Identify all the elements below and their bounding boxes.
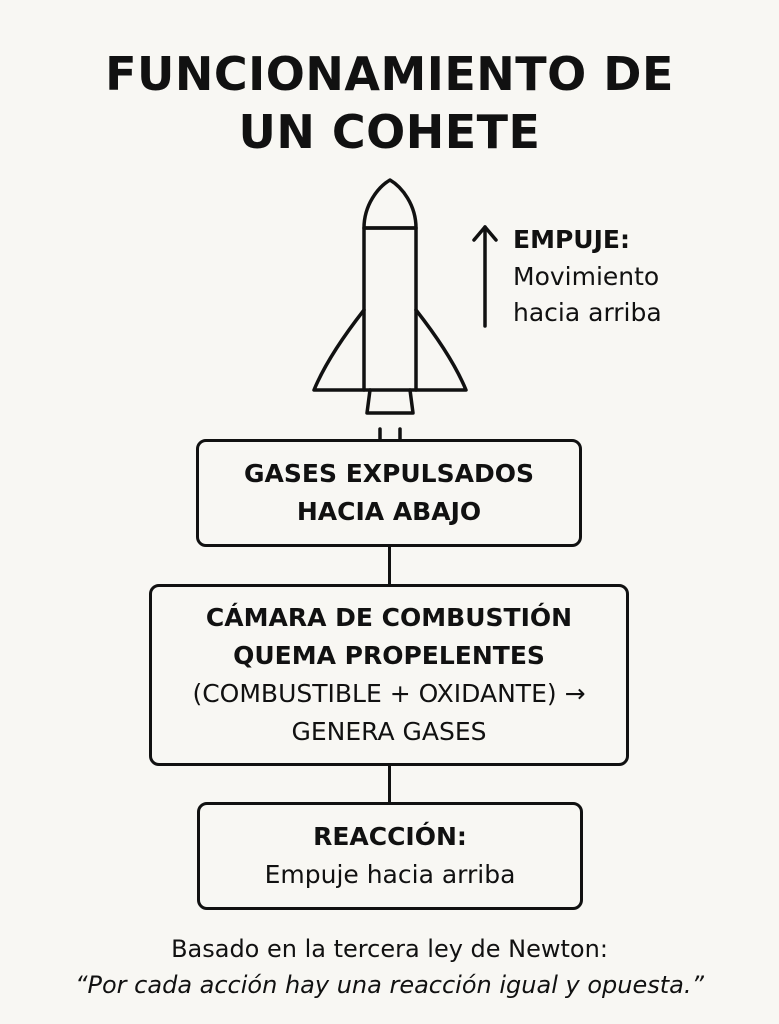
gases-box — [196, 439, 582, 547]
reaccion-description: Empuje hacia arriba — [264, 860, 516, 889]
reaccion-label: REACCIÓN: — [313, 822, 467, 851]
camara-line-2: QUEMA PROPELENTES — [233, 641, 545, 670]
footer-caption: Basado en la tercera ley de Newton: — [171, 935, 608, 963]
gases-line-2: HACIA ABAJO — [296, 497, 482, 526]
combustion-chamber-box — [149, 584, 629, 766]
thrust-description — [513, 259, 662, 331]
connector-camara-reaccion — [388, 766, 391, 802]
gases-line-1: GASES EXPULSADOS — [244, 459, 534, 488]
rocket-icon — [300, 175, 480, 445]
thrust-description-line-2: hacia arriba — [513, 298, 662, 327]
arrow-up-icon — [470, 222, 500, 330]
page-title-line-1: FUNCIONAMIENTO DE — [105, 47, 674, 101]
connector-gases-camara — [388, 547, 391, 584]
camara-line-4: GENERA GASES — [291, 717, 487, 746]
reaction-box — [197, 802, 583, 910]
camara-line-3: (COMBUSTIBLE + OXIDANTE) → — [192, 679, 586, 708]
camara-line-1: CÁMARA DE COMBUSTIÓN — [205, 603, 573, 632]
page-title-line-2: UN COHETE — [238, 105, 541, 159]
thrust-label: EMPUJE: — [513, 225, 630, 254]
footer-quote: “Por cada acción hay una reacción igual y opuesta.” — [75, 971, 704, 999]
thrust-description-line-1: Movimiento — [513, 262, 660, 291]
